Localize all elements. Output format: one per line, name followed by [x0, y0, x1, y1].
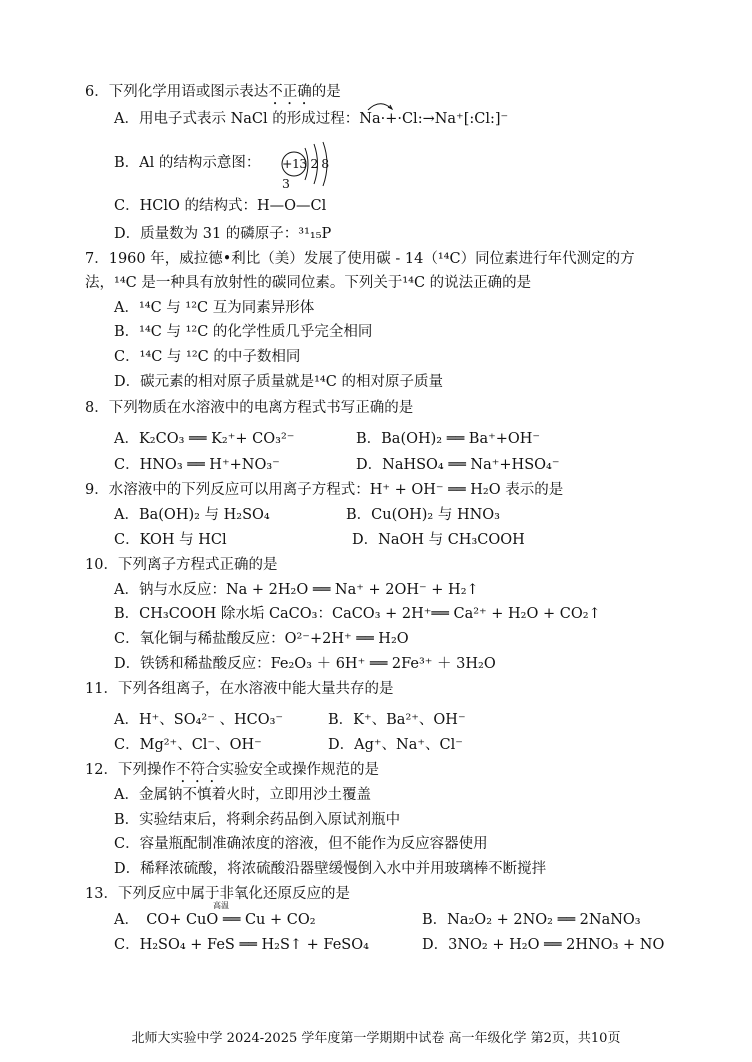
question-12-option-a: A．金属钠不慎着火时，立即用沙土覆盖: [114, 787, 371, 803]
al-structure-diagram: +13 2 8 3: [278, 140, 338, 188]
reaction-condition: 高温: [213, 901, 229, 910]
question-6-option-d: D．质量数为 31 的磷原子：³¹₁₅P: [114, 226, 332, 242]
question-7-option-d: D．碳元素的相对原子质量就是¹⁴C 的相对原子质量: [114, 374, 443, 390]
question-12-option-d: D．稀释浓硫酸，将浓硫酸沿器壁缓慢倒入水中并用玻璃棒不断搅拌: [114, 861, 547, 877]
question-8-option-a: A．K₂CO₃ ══ K₂⁺+ CO₃²⁻: [114, 431, 295, 447]
question-13-stem: 13．下列反应中属于非氧化还原反应的是: [85, 886, 350, 902]
question-13-option-a: A． CO+ CuO ══ Cu + CO₂: [114, 912, 316, 928]
question-10-option-d: D．铁锈和稀盐酸反应：Fe₂O₃ ＋ 6H⁺ ══ 2Fe³⁺ ＋ 3H₂O: [114, 656, 496, 672]
question-6-option-a: A．用电子式表示 NaCl 的形成过程：Na·+·Cl:→Na⁺[:Cl:]⁻: [114, 111, 509, 127]
question-13-option-d: D．3NO₂ + H₂O ══ 2HNO₃ + NO: [422, 937, 665, 953]
question-8-option-c: C．HNO₃ ══ H⁺+NO₃⁻: [114, 457, 280, 473]
question-8-option-d: D．NaHSO₄ ══ Na⁺+HSO₄⁻: [356, 457, 560, 473]
question-12-stem: 12．下列操作不符合实验安全或操作规范的是: [85, 762, 379, 778]
question-10-option-c: C．氧化铜与稀盐酸反应：O²⁻+2H⁺ ══ H₂O: [114, 631, 409, 647]
question-8-stem: 8．下列物质在水溶液中的电离方程式书写正确的是: [85, 400, 414, 416]
question-9-option-c: C．KOH 与 HCl: [114, 532, 227, 548]
question-9-option-d: D．NaOH 与 CH₃COOH: [352, 532, 525, 548]
question-9-option-a: A．Ba(OH)₂ 与 H₂SO₄: [114, 507, 270, 523]
question-11-option-a: A．H⁺、SO₄²⁻ 、HCO₃⁻: [114, 712, 284, 728]
question-11-stem: 11．下列各组离子，在水溶液中能大量共存的是: [85, 681, 394, 697]
question-10-option-b: B．CH₃COOH 除水垢 CaCO₃：CaCO₃ + 2H⁺══ Ca²⁺ + H₂O + CO₂↑: [114, 606, 601, 622]
question-9-stem: 9．水溶液中的下列反应可以用离子方程式：H⁺ + OH⁻ ══ H₂O 表示的是: [85, 482, 564, 498]
question-10-option-a: A．钠与水反应：Na + 2H₂O ══ Na⁺ + 2OH⁻ + H₂↑: [114, 582, 479, 598]
question-12-option-b: B．实验结束后，将剩余药品倒入原试剂瓶中: [114, 812, 401, 828]
question-7-stem-line2: 法，¹⁴C 是一种具有放射性的碳同位素。下列关于¹⁴C 的说法正确的是: [85, 275, 532, 291]
question-6-stem: 6．下列化学用语或图示表达不正确的是: [85, 84, 341, 100]
electron-transfer-arrow-icon: [366, 100, 394, 112]
question-12-option-c: C．容量瓶配制准确浓度的溶液，但不能作为反应容器使用: [114, 836, 488, 852]
question-7-option-a: A．¹⁴C 与 ¹²C 互为同素异形体: [114, 300, 315, 316]
question-10-stem: 10．下列离子方程式正确的是: [85, 557, 278, 573]
question-7-option-c: C．¹⁴C 与 ¹²C 的中子数相同: [114, 349, 301, 365]
question-11-option-d: D．Ag⁺、Na⁺、Cl⁻: [328, 737, 463, 753]
question-13-option-c: C．H₂SO₄ + FeS ══ H₂S↑ + FeSO₄: [114, 937, 369, 953]
page-footer: 北师大实验中学 2024-2025 学年度第一学期期中试卷 高一年级化学 第2页，共10页: [131, 1031, 621, 1046]
question-11-option-b: B．K⁺、Ba²⁺、OH⁻: [328, 712, 466, 728]
question-7-stem-line1: 7．1960 年，威拉德•利比（美）发展了使用碳 - 14（¹⁴C）同位素进行年代测定的方: [85, 251, 635, 267]
question-13-option-b: B．Na₂O₂ + 2NO₂ ══ 2NaNO₃: [422, 912, 641, 928]
question-7-option-b: B．¹⁴C 与 ¹²C 的化学性质几乎完全相同: [114, 324, 373, 340]
question-6-option-b: B．Al 的结构示意图：: [114, 155, 261, 171]
question-8-option-b: B．Ba(OH)₂ ══ Ba⁺+OH⁻: [356, 431, 541, 447]
question-6-option-c: C．HClO 的结构式：H—O—Cl: [114, 198, 327, 214]
question-11-option-c: C．Mg²⁺、Cl⁻、OH⁻: [114, 737, 262, 753]
question-9-option-b: B．Cu(OH)₂ 与 HNO₃: [346, 507, 500, 523]
